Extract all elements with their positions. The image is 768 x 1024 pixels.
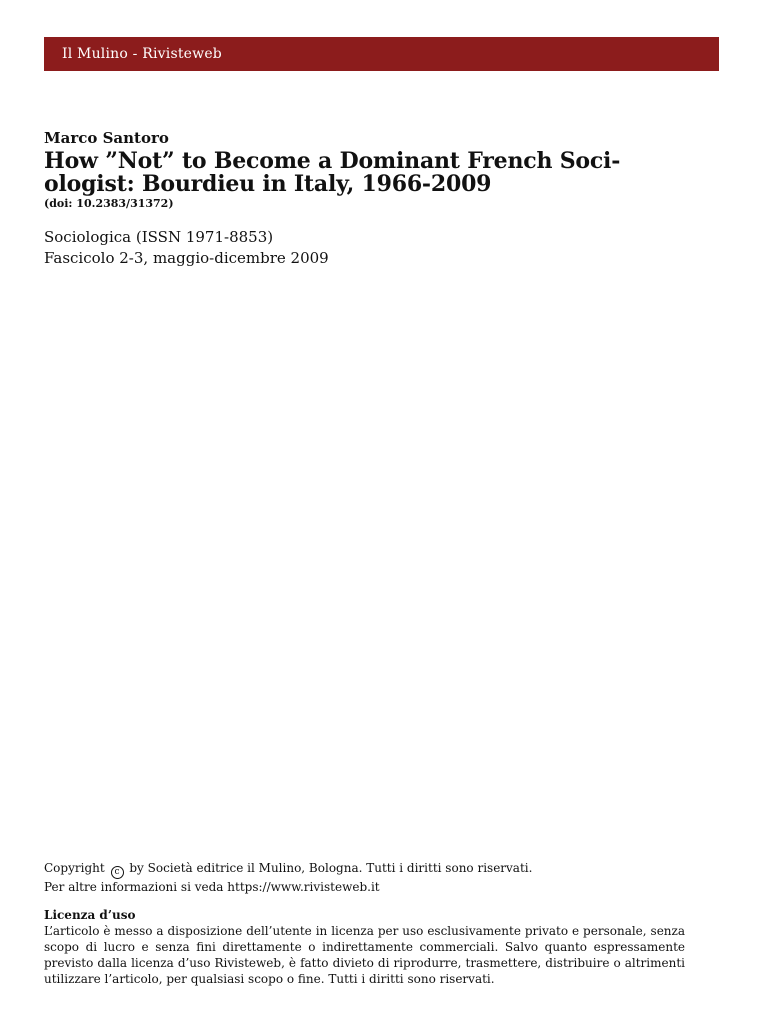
license-text: L’articolo è messo a disposizione dell’utente in licenza per uso esclusivamente privato e personale, senza scopo di lucro e senza fini direttamente o indirettamente commerciali. Salvo quanto espressamente previsto dalla licenza d’uso Rivisteweb, è fatto divieto di riprodurre, trasmettere, distribuire o altrimenti utilizzare l’articolo, per qualsiasi scopo o fine. Tutti i diritti sono riservati.	[44, 924, 685, 986]
publisher-banner	[44, 37, 719, 71]
copyright-suffix: by Società editrice il Mulino, Bologna. Tutti i diritti sono riservati.	[129, 861, 533, 875]
publisher-name: Il Mulino - Rivisteweb	[62, 46, 222, 62]
article-doi: (doi: 10.2383/31372)	[44, 197, 174, 210]
journal-info	[44, 227, 704, 269]
article-title	[44, 150, 704, 196]
journal-issue: Fascicolo 2-3, maggio-dicembre 2009	[44, 249, 329, 267]
license-heading: Licenza d’uso	[44, 908, 136, 922]
author-name: Marco Santoro	[44, 129, 169, 147]
article-title-line-2: ologist: Bourdieu in Italy, 1966-2009	[44, 171, 492, 197]
copyright-footer	[44, 860, 694, 987]
copyright-line	[44, 860, 694, 879]
copyright-prefix: Copyright	[44, 861, 105, 875]
journal-name: Sociologica (ISSN 1971-8853)	[44, 228, 274, 246]
more-info-line: Per altre informazioni si veda https://www.rivisteweb.it	[44, 880, 380, 894]
article-header	[44, 128, 704, 269]
copyright-icon: c	[111, 866, 124, 879]
article-title-line-1: How ”Not” to Become a Dominant French Soci-	[44, 148, 621, 174]
